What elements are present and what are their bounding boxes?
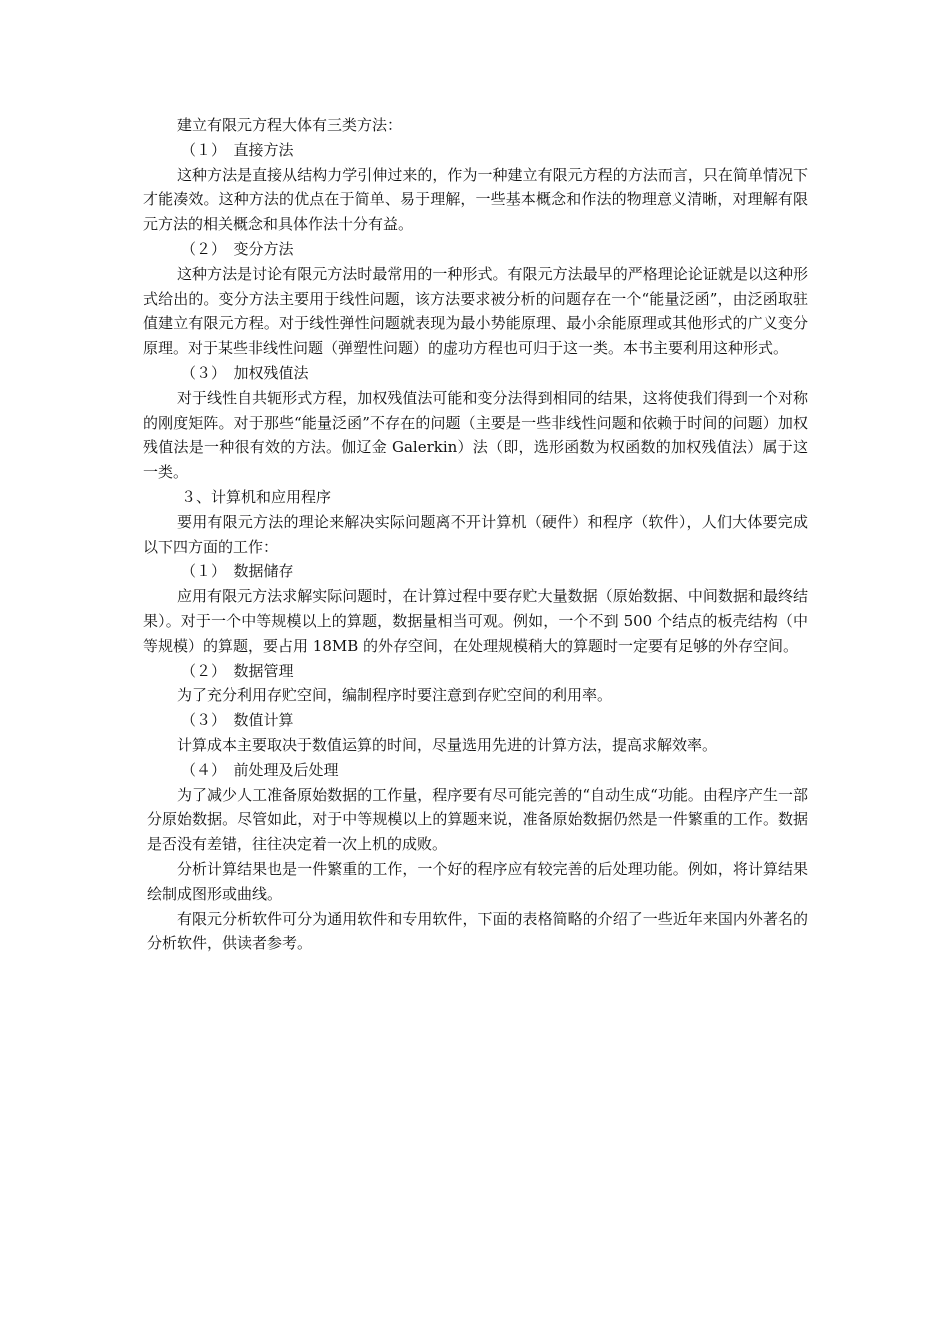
heading-weighted-residual: （３） 加权残值法 [181, 363, 309, 382]
paragraph-numerical-computing: 计算成本主要取决于数值运算的时间，尽量选用先进的计算方法，提高求解效率。 [177, 735, 718, 754]
heading-data-management: （２） 数据管理 [181, 661, 294, 680]
paragraph-data-storage: 应用有限元方法求解实际问题时，在计算过程中要存贮大量数据（原始数据、中间数据和最终结果）。对于一个中等规模以上的算题，数据量相当可观。例如，一个不到 500 个结点的板壳结构（中等规模）的算题，要占用 18MB 的外存空间，在处理规模稍大的算题时一定要有足够的外存空间。 [143, 587, 808, 655]
heading-numerical-computing: （３） 数值计算 [181, 711, 294, 730]
paragraph-intro: 建立有限元方程大体有三类方法： [177, 116, 403, 134]
heading-pre-post-processing: （４） 前处理及后处理 [181, 760, 339, 779]
heading-variational-method: （２） 变分方法 [181, 239, 294, 258]
heading-computer-programs: ３、计算机和应用程序 [181, 487, 332, 506]
paragraph-preprocessing: 为了减少人工准备原始数据的工作量，程序要有尽可能完善的“自动生成“功能。由程序产生一部分原始数据。尽管如此，对于中等规模以上的算题来说，准备原始数据仍然是一件繁重的工作。数据是否没有差错，往往决定着一次上机的成败。 [147, 785, 808, 854]
heading-direct-method: （１） 直接方法 [181, 140, 294, 159]
heading-data-storage: （１） 数据储存 [181, 562, 294, 581]
paragraph-data-management: 为了充分利用存贮空间，编制程序时要注意到存贮空间的利用率。 [177, 686, 613, 705]
paragraph-weighted-residual: 对于线性自共轭形式方程，加权残值法可能和变分法得到相同的结果，这将使我们得到一个对称的刚度矩阵。对于那些“能量泛函”不存在的问题（主要是一些非线性问题和依赖于时间的问题）加权残值法是一种很有效的方法。伽辽金 Galerkin）法（即，选形函数为权函数的加权残值法）属于这一类。 [143, 388, 808, 482]
paragraph-computer-programs: 要用有限元方法的理论来解决实际问题离不开计算机（硬件）和程序（软件），人们大体要完成以下四方面的工作： [143, 512, 808, 556]
paragraph-direct-method: 这种方法是直接从结构力学引伸过来的，作为一种建立有限元方程的方法而言，只在简单情况下才能凑效。这种方法的优点在于简单、易于理解，一些基本概念和作法的物理意义清晰，对理解有限元方法的相关概念和具体作法十分有益。 [143, 165, 808, 234]
document-page [143, 113, 808, 956]
paragraph-software-overview: 有限元分析软件可分为通用软件和专用软件，下面的表格简略的介绍了一些近年来国内外著名的分析软件，供读者参考。 [147, 909, 808, 953]
paragraph-postprocessing: 分析计算结果也是一件繁重的工作，一个好的程序应有较完善的后处理功能。例如，将计算结果绘制成图形或曲线。 [147, 859, 808, 903]
paragraph-variational-method: 这种方法是讨论有限元方法时最常用的一种形式。有限元方法最早的严格理论论证就是以这种形式给出的。变分方法主要用于线性问题，该方法要求被分析的问题存在一个“能量泛函”，由泛函取驻值建立有限元方程。对于线性弹性问题就表现为最小势能原理、最小余能原理或其他形式的广义变分原理。对于某些非线性问题（弹塑性问题）的虚功方程也可归于这一类。本书主要利用这种形式。 [143, 264, 808, 358]
